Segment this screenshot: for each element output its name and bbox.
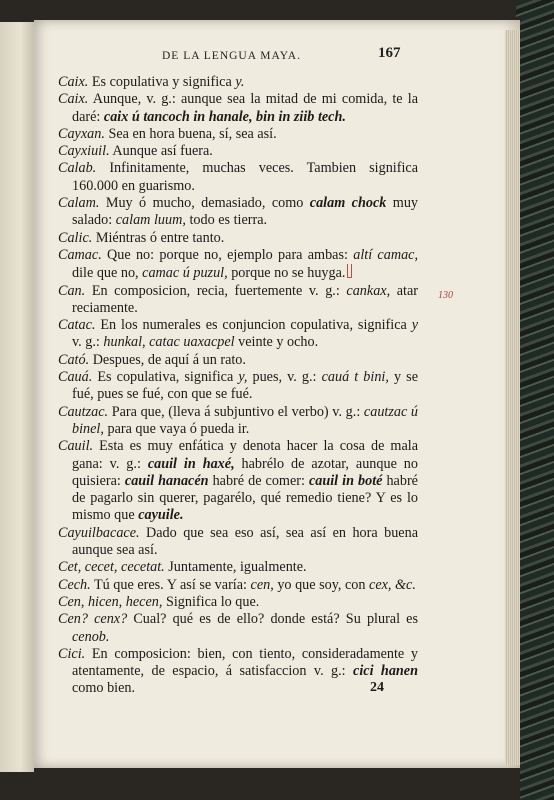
entry: Calam. Muy ó mucho, demasiado, como calam chock muy salado: calam luum, todo es tierra. [58,195,419,229]
entry: Can. En composicion, recia, fuertemente v. g.: cankax, atar reciamente. [58,282,419,316]
left-page-edge [0,22,34,772]
entry: Caix. Aunque, v. g.: aunque sea la mitad de mi comida, te la daré: caix ú tancoch in hanale, bin in ziib tech. [58,91,418,125]
entry: Cayxan. Sea en hora buena, sí, sea así. [58,125,277,142]
entry: Catac. En los numerales es conjuncion copulativa, significa y v. g.: hunkal, catac uaxacpel veinte y ocho. [58,317,419,351]
dictionary-entries [58,74,418,698]
signature-mark: 24 [370,680,384,695]
entry: Cautzac. Para que, (lleva á subjuntivo el verbo) v. g.: cautzac ú binel, para que vaya ó pueda ir. [58,403,419,437]
running-title: DE LA LENGUA MAYA. [162,50,301,62]
marbled-cover [516,0,554,800]
entry: Cici. En composicion: bien, con tiento, consideradamente y atentamente, de espacio, á satisfaccion v. g.: cici hanen como bien. [58,645,419,697]
entry: Camac. Que no: porque no, ejemplo para ambas: altí camac, dile que no, camac ú puzul, porque no se huyga. [58,246,419,282]
entry: Cayuilbacace. Dado que sea eso así, sea así en hora buena aunque sea así. [58,524,418,559]
entry: Cet, cecet, cecetat. Juntamente, igualmente. [58,559,307,576]
entry: Cen? cenx? Cual? qué es de ello? donde está? Su plural es cenob. [58,611,419,645]
entry: Cató. Despues, de aquí á un rato. [58,351,246,368]
entry: Cech. Tú que eres. Y así se varía: cen, yo que soy, con cex, &c. [58,576,416,593]
entry: Cayxiuil. Aunque así fuera. [58,143,213,160]
marginal-note: 130 [438,290,453,301]
entry: Cauil. Esta es muy enfática y denota hacer la cosa de mala gana: v. g.: cauil in haxé, habrélo de azotar, aunque no quisiera: cauil hanacén habré de comer: cauil in boté habré de pagarlo sin querer, pagarélo, qué remedio tiene? Y es lo mismo que cayuile. [58,438,418,524]
entry: Cen, hicen, hecen, Significa lo que. [58,593,260,610]
page-bottom-shadow [34,768,520,800]
entry: Cauá. Es copulativa, significa y, pues, v. g.: cauá t bini, y se fué, pues se fué, con que se fué. [58,369,418,403]
red-pencil-mark [347,264,352,278]
entry: Calab. Infinitamente, muchas veces. Tambien significa 160.000 en guarismo. [58,160,418,194]
entry: Caix. Es copulativa y significa y. [58,74,245,90]
page-number: 167 [378,45,401,61]
entry: Calic. Miéntras ó entre tanto. [58,229,225,246]
page-stack-edge [505,30,520,765]
